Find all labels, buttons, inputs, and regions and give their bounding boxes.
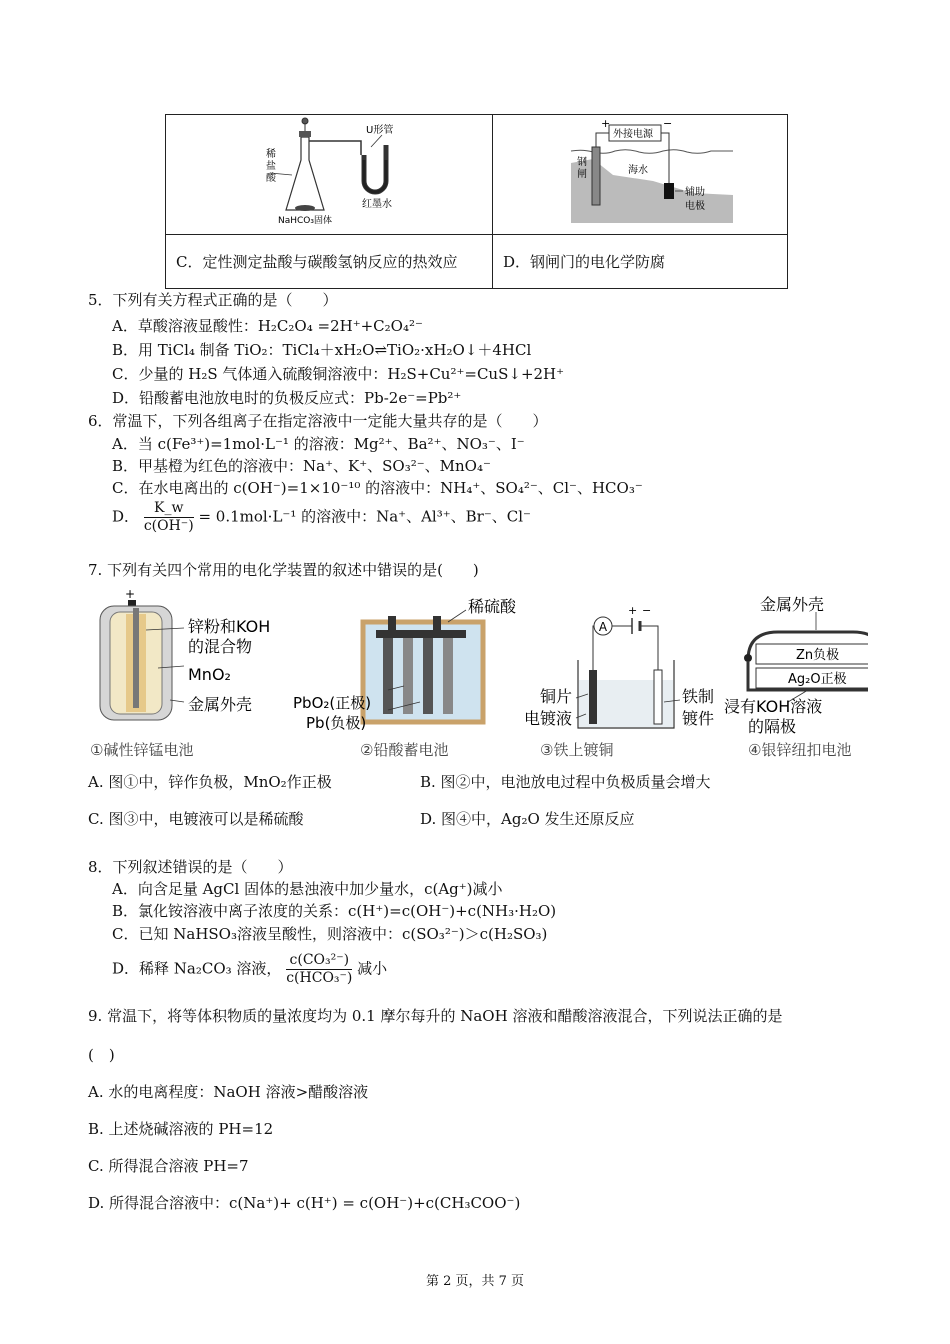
svg-text:+: + <box>628 604 638 617</box>
svg-text:PbO₂(正极): PbO₂(正极) <box>293 694 372 712</box>
q7-option-b[interactable]: B. 图②中，电池放电过程中负极质量会增大 <box>420 773 711 791</box>
q9-option-a[interactable]: A. 水的电离程度：NaOH 溶液>醋酸溶液 <box>88 1083 369 1101</box>
svg-text:电镀液: 电镀液 <box>524 709 573 728</box>
q7-figures <box>88 590 868 762</box>
q6-option-b[interactable]: B．甲基橙为红色的溶液中：Na⁺、K⁺、SO₃²⁻、MnO₄⁻ <box>112 457 491 475</box>
svg-text:稀硫酸: 稀硫酸 <box>468 597 517 616</box>
q6-option-d[interactable]: D． $\frac{K\_w}{c(OH^-)}$ = 0.1mol·L⁻¹ 的溶液中：Na⁺、Al³⁺、Br⁻、Cl⁻ <box>112 500 531 534</box>
caption-c: C．定性测定盐酸与碳酸氢钠反应的热效应 <box>166 235 493 289</box>
steel-gate-apparatus <box>493 115 787 230</box>
svg-text:Zn负极: Zn负极 <box>796 648 840 663</box>
svg-text:②铅酸蓄电池: ②铅酸蓄电池 <box>360 741 449 759</box>
caption-d: D．钢闸门的电化学防腐 <box>493 235 788 289</box>
svg-text:钢闸: 钢闸 <box>577 157 587 180</box>
q6-fraction: $\frac{K\_w}{c(OH^-)}$ <box>143 500 194 534</box>
q5-option-c[interactable]: C．少量的 H₂S 气体通入硫酸铜溶液中：H₂S+Cu²⁺=CuS↓+2H⁺ <box>112 365 565 383</box>
svg-text:金属外壳: 金属外壳 <box>188 695 253 714</box>
svg-text:Pb(负极): Pb(负极) <box>306 714 367 732</box>
q7-option-a[interactable]: A. 图①中，锌作负极，MnO₂作正极 <box>88 773 332 791</box>
fig3-electroplating <box>524 604 714 759</box>
q8-fraction: $\frac{\text{c(CO₃²⁻)}}{\text{c(HCO₃⁻)}}$ <box>286 952 353 986</box>
q5-stem: 5．下列有关方程式正确的是（ ） <box>88 291 338 309</box>
svg-text:的隔极: 的隔极 <box>748 717 797 736</box>
svg-text:+: + <box>601 117 611 130</box>
svg-text:−: − <box>663 117 673 130</box>
q7-stem: 7. 下列有关四个常用的电化学装置的叙述中错误的是( ) <box>88 561 479 579</box>
calorimetry-apparatus <box>166 115 492 230</box>
q9-paren: ( ) <box>88 1046 115 1064</box>
q7-option-c[interactable]: C. 图③中，电镀液可以是稀硫酸 <box>88 810 304 828</box>
svg-text:铁制: 铁制 <box>682 687 715 706</box>
q7-option-d[interactable]: D. 图④中，Ag₂O 发生还原反应 <box>420 810 635 828</box>
svg-text:铜片: 铜片 <box>540 687 573 706</box>
q9-option-b[interactable]: B. 上述烧碱溶液的 PH=12 <box>88 1120 274 1138</box>
q8-option-a[interactable]: A．向含足量 AgCl 固体的悬浊液中加少量水，c(Ag⁺)减小 <box>112 880 503 898</box>
figure-table <box>165 114 788 289</box>
q5-option-b[interactable]: B．用 TiCl₄ 制备 TiO₂：TiCl₄＋xH₂O⇌TiO₂·xH₂O↓＋4HCl <box>112 341 532 359</box>
svg-text:−: − <box>642 604 652 617</box>
svg-text:①碱性锌锰电池: ①碱性锌锰电池 <box>90 741 194 759</box>
svg-text:辅助: 辅助 <box>685 187 705 198</box>
svg-text:金属外壳: 金属外壳 <box>760 595 825 614</box>
svg-text:④银锌纽扣电池: ④银锌纽扣电池 <box>748 741 852 759</box>
page-footer: 第 2 页，共 7 页 <box>425 1274 525 1289</box>
q5-option-a[interactable]: A．草酸溶液显酸性：H₂C₂O₄ =2H⁺+C₂O₄²⁻ <box>112 317 423 335</box>
svg-text:A: A <box>598 620 608 634</box>
q6-option-a[interactable]: A．当 c(Fe³⁺)=1mol·L⁻¹ 的溶液：Mg²⁺、Ba²⁺、NO₃⁻、I⁻ <box>112 435 525 453</box>
figure-c-cell <box>166 115 493 235</box>
q5-option-d[interactable]: D．铅酸蓄电池放电时的负极反应式：Pb-2e⁻=Pb²⁺ <box>112 389 462 407</box>
q8-option-c[interactable]: C．已知 NaHSO₃溶液呈酸性，则溶液中：c(SO₃²⁻)＞c(H₂SO₃) <box>112 925 548 943</box>
q8-stem: 8．下列叙述错误的是（ ） <box>88 858 293 876</box>
fig4-button-cell <box>724 595 868 759</box>
q8-option-b[interactable]: B．氯化铵溶液中离子浓度的关系：c(H⁺)=c(OH⁻)+c(NH₃·H₂O) <box>112 902 557 920</box>
q6-stem: 6．常温下，下列各组离子在指定溶液中一定能大量共存的是（ ） <box>88 412 548 430</box>
svg-text:的混合物: 的混合物 <box>188 637 253 656</box>
svg-text:Ag₂O正极: Ag₂O正极 <box>788 672 847 687</box>
figure-d-cell <box>493 115 788 235</box>
svg-text:+: + <box>124 590 136 601</box>
svg-text:电极: 电极 <box>685 201 705 212</box>
svg-text:MnO₂: MnO₂ <box>188 665 231 684</box>
solid-label: NaHCO₃固体 <box>278 216 332 226</box>
acid-label: 稀盐酸 <box>266 149 276 184</box>
svg-text:镀件: 镀件 <box>682 709 715 728</box>
q9-option-d[interactable]: D. 所得混合溶液中：c(Na⁺)+ c(H⁺) = c(OH⁻)+c(CH₃COO⁻) <box>88 1194 521 1212</box>
q8-option-d[interactable]: D．稀释 Na₂CO₃ 溶液， $\frac{\text{c(CO₃²⁻)}}{\text{c(HCO₃⁻)}}$ 减小 <box>112 952 388 986</box>
power-label: 外接电源 <box>613 129 653 140</box>
q9-option-c[interactable]: C. 所得混合溶液 PH=7 <box>88 1157 249 1175</box>
svg-text:浸有KOH溶液: 浸有KOH溶液 <box>724 697 823 716</box>
svg-text:③铁上镀铜: ③铁上镀铜 <box>540 741 614 759</box>
svg-text:锌粉和KOH: 锌粉和KOH <box>188 617 271 636</box>
q6-option-c[interactable]: C．在水电离出的 c(OH⁻)=1×10⁻¹⁰ 的溶液中：NH₄⁺、SO₄²⁻、Cl⁻、HCO₃⁻ <box>112 479 643 497</box>
ink-label: 红墨水 <box>362 199 392 210</box>
u-tube-label: U形管 <box>366 125 394 136</box>
fig1-alkaline-battery <box>90 590 270 759</box>
q9-stem: 9. 常温下，将等体积物质的量浓度均为 0.1 摩尔每升的 NaOH 溶液和醋酸溶液混合，下列说法正确的是 <box>88 1007 783 1025</box>
fig2-lead-acid-battery <box>293 597 517 759</box>
sea-label: 海水 <box>628 165 648 176</box>
